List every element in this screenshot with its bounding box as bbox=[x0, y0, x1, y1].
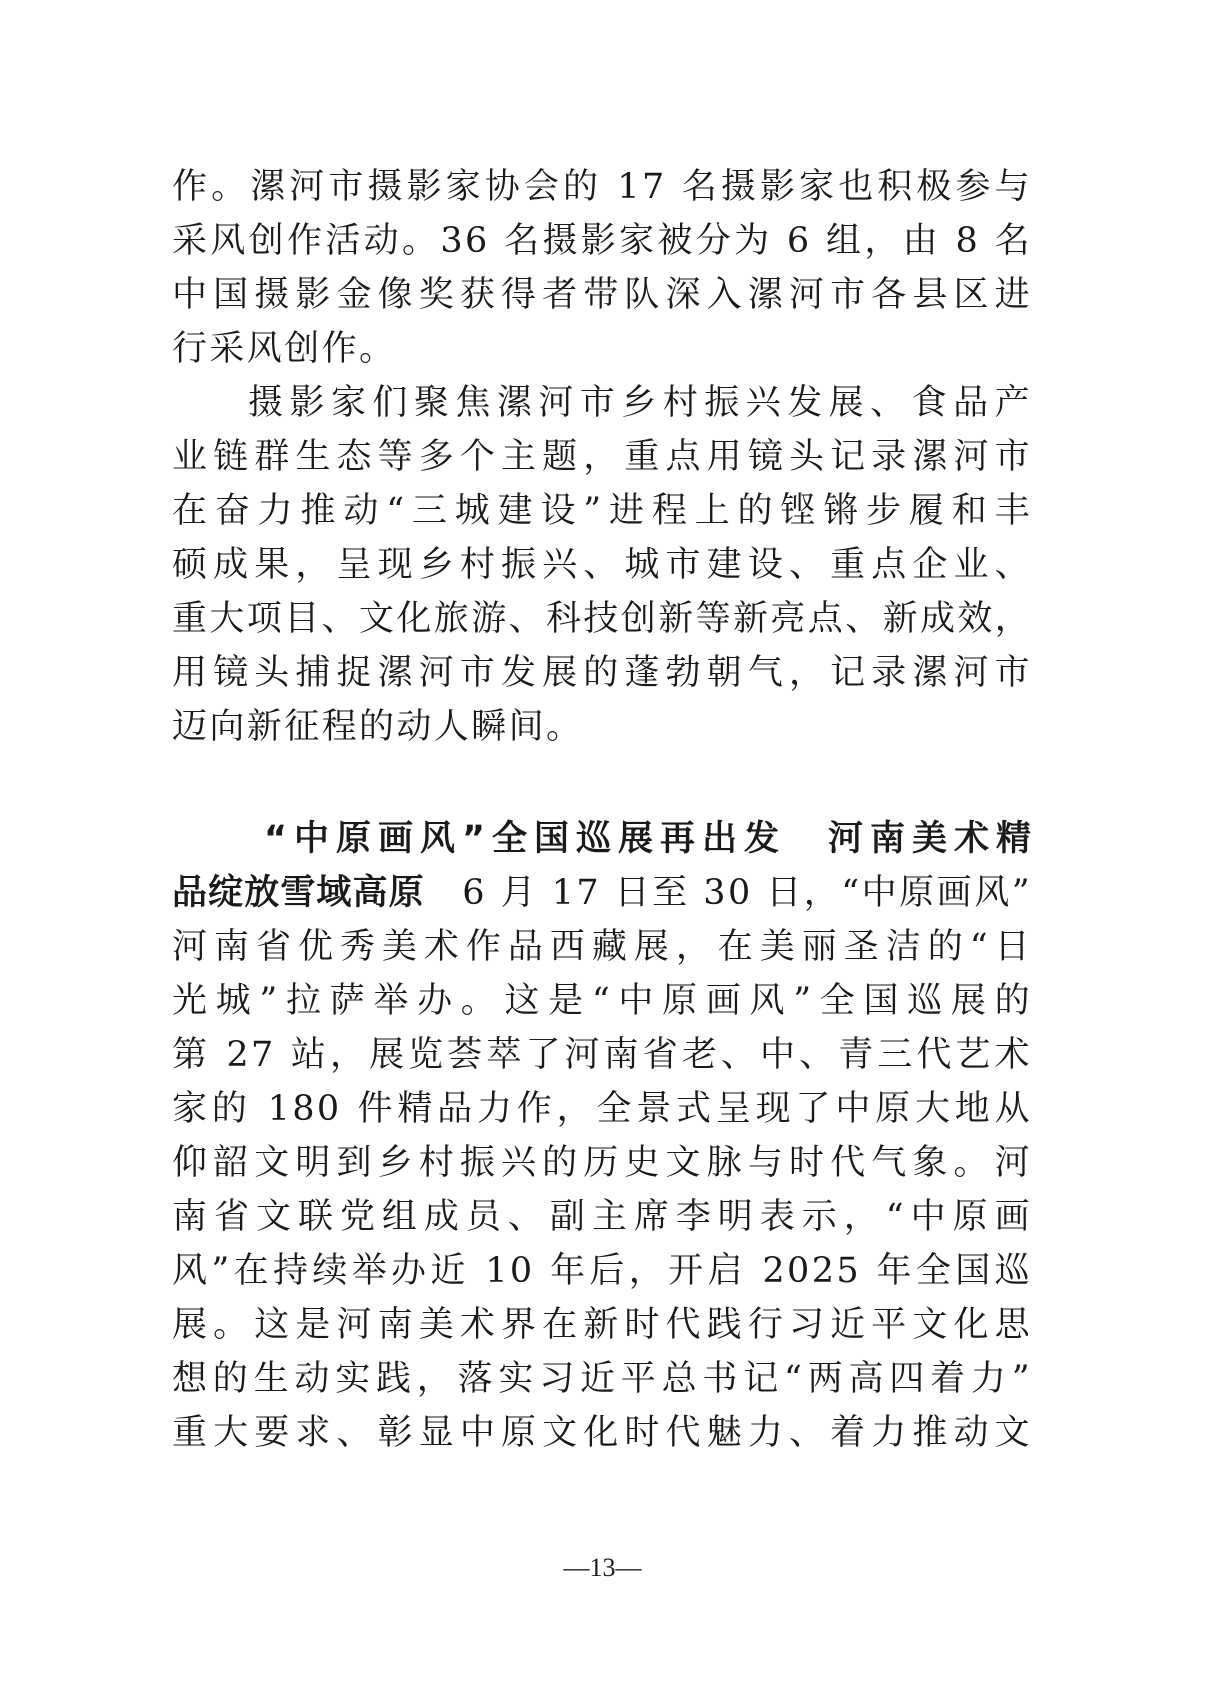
page-number: —13— bbox=[563, 1553, 642, 1582]
article-heading-continuation: 品绽放雪域高原 bbox=[172, 873, 425, 913]
paragraph-line: 采风创作活动。36 名摄影家被分为 6 组，由 8 名 bbox=[172, 221, 1032, 261]
paragraph-line: 业链群生态等多个主题，重点用镜头记录漯河市 bbox=[172, 437, 1032, 477]
paragraph-line: 用镜头捕捉漯河市发展的蓬勃朝气，记录漯河市 bbox=[172, 653, 1032, 693]
paragraph-line: 家的 180 件精品力作，全景式呈现了中原大地从 bbox=[172, 1089, 1032, 1129]
paragraph-line: 仰韶文明到乡村振兴的历史文脉与时代气象。河 bbox=[172, 1143, 1032, 1183]
paragraph-line: 光城”拉萨举办。这是“中原画风”全国巡展的 bbox=[172, 981, 1032, 1021]
paragraph-line: 南省文联党组成员、副主席李明表示，“中原画 bbox=[172, 1197, 1032, 1237]
paragraph-line: 中国摄影金像奖获得者带队深入漯河市各县区进 bbox=[172, 275, 1032, 315]
paragraph-line: 在奋力推动“三城建设”进程上的铿锵步履和丰 bbox=[172, 491, 1032, 531]
paragraph-line: 第 27 站，展览荟萃了河南省老、中、青三代艺术 bbox=[172, 1035, 1032, 1075]
paragraph-line: 想的生动实践，落实习近平总书记“两高四着力” bbox=[172, 1359, 1032, 1399]
paragraph-line: 重大要求、彰显中原文化时代魅力、着力推动文 bbox=[172, 1413, 1032, 1453]
paragraph-line: 重大项目、文化旅游、科技创新等新亮点、新成效， bbox=[172, 599, 1033, 639]
paragraph-line: 迈向新征程的动人瞬间。 bbox=[172, 707, 584, 747]
paragraph-line: 河南省优秀美术作品西藏展，在美丽圣洁的“日 bbox=[172, 927, 1032, 967]
paragraph-line: 硕成果，呈现乡村振兴、城市建设、重点企业、 bbox=[172, 545, 1032, 585]
paragraph-line: 作。漯河市摄影家协会的 17 名摄影家也积极参与 bbox=[172, 167, 1032, 207]
article-heading-line-2 bbox=[172, 871, 1032, 915]
article-heading: “中原画风”全国巡展再出发 河南美术精 bbox=[264, 819, 1032, 859]
paragraph-line: 摄影家们聚焦漯河市乡村振兴发展、食品产 bbox=[248, 383, 1032, 423]
article-lead-text: 6 月 17 日至 30 日，“中原画风” bbox=[424, 873, 1032, 913]
paragraph-line: 风”在持续举办近 10 年后，开启 2025 年全国巡 bbox=[172, 1251, 1032, 1291]
paragraph-line: 展。这是河南美术界在新时代践行习近平文化思 bbox=[172, 1305, 1032, 1345]
paragraph-line: 行采风创作。 bbox=[172, 329, 397, 369]
